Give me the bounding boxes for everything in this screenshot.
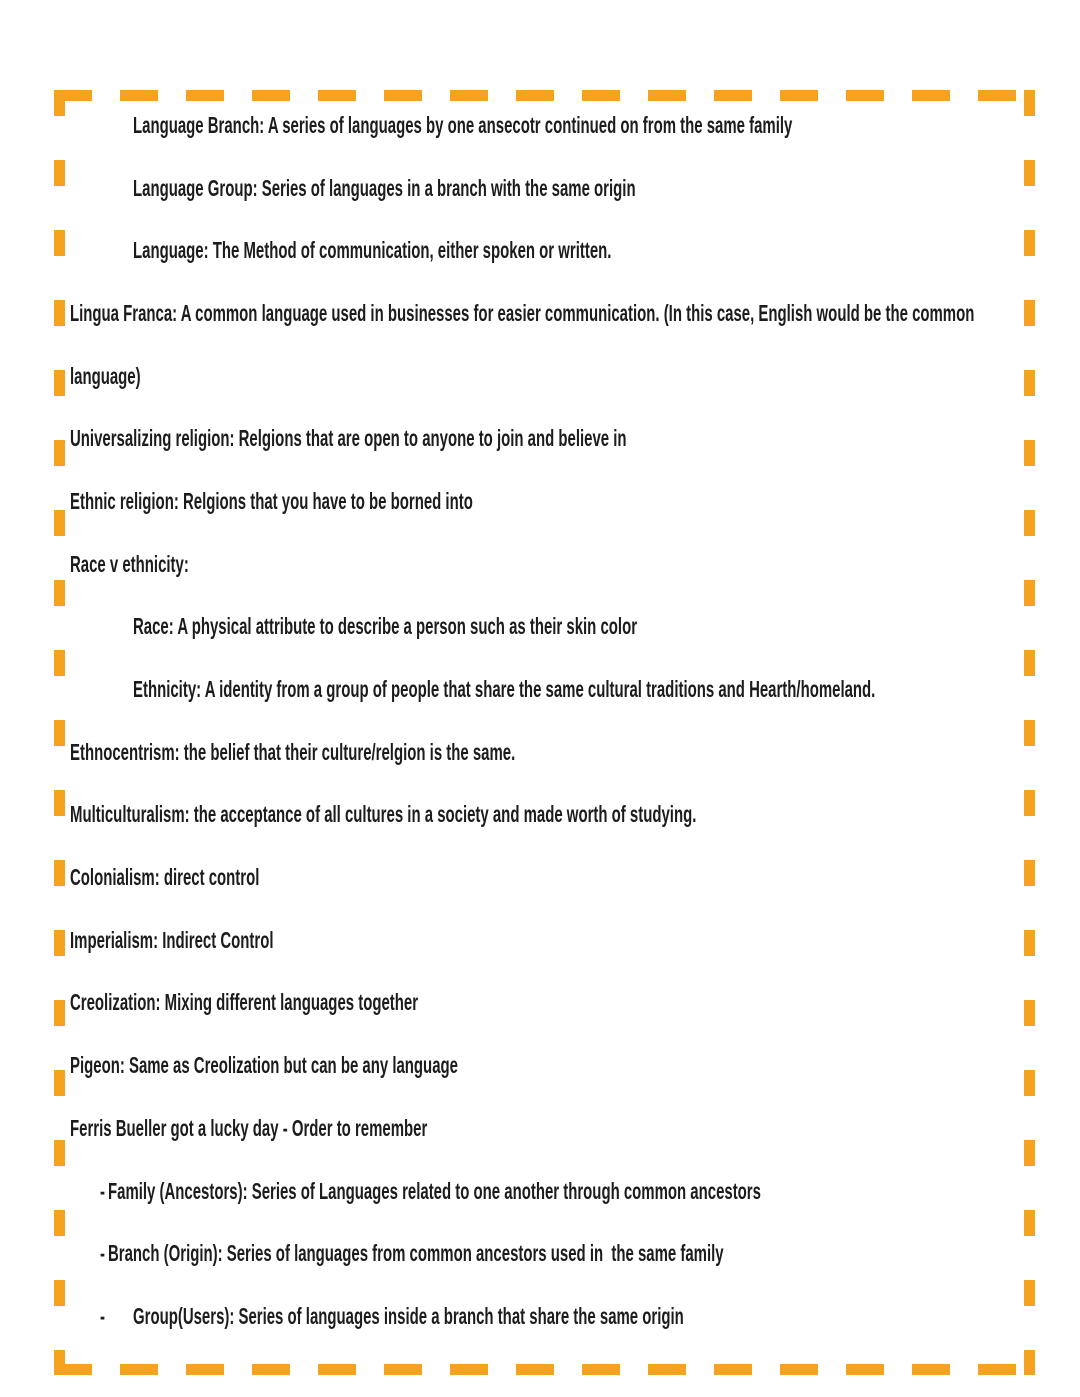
- bullet-dash: -: [100, 1177, 105, 1204]
- note-line-text: Universalizing religion: Relgions that are open to anyone to join and believe in: [70, 425, 627, 452]
- note-line-text: Creolization: Mixing different languages together: [70, 989, 419, 1016]
- note-line: [70, 784, 1040, 847]
- note-line: [70, 658, 1040, 721]
- note-line: [70, 1097, 1040, 1160]
- note-line: [70, 533, 1040, 596]
- note-line-text: Branch (Origin): Series of languages from common ancestors used in the same family: [107, 1240, 724, 1267]
- bullet-dash: -: [100, 1240, 105, 1267]
- note-line: [70, 407, 1040, 470]
- note-line: [70, 1160, 1040, 1223]
- note-line-text: Imperialism: Indirect Control: [70, 926, 274, 953]
- note-line: [70, 909, 1040, 972]
- note-line: [70, 282, 1040, 345]
- note-line-text: Multiculturalism: the acceptance of all cultures in a society and made worth of studying.: [70, 801, 697, 828]
- note-line: [70, 846, 1040, 909]
- note-line-text: Ethnicity: A identity from a group of people that share the same cultural traditions and Hearth/homeland.: [133, 676, 876, 703]
- note-line: [70, 219, 1040, 282]
- note-line-text: Ethnic religion: Relgions that you have to be borned into: [70, 487, 473, 514]
- dashed-border-left: [54, 90, 65, 1375]
- note-line-text: Language Group: Series of languages in a branch with the same origin: [133, 174, 636, 201]
- note-line-text: Race v ethnicity:: [70, 550, 189, 577]
- note-line: [70, 470, 1040, 533]
- note-line: [70, 345, 1040, 408]
- note-line: [70, 94, 1040, 157]
- bullet-dash: -: [100, 1302, 105, 1329]
- note-line-text: Ferris Bueller got a lucky day - Order to remember: [70, 1114, 428, 1141]
- note-line-text: Pigeon: Same as Creolization but can be any language: [70, 1052, 458, 1079]
- note-line-text: Language Branch: A series of languages by one ansecotr continued on from the same family: [133, 111, 793, 138]
- note-line: [70, 1034, 1040, 1097]
- note-line: [70, 596, 1040, 659]
- note-line-text: Language: The Method of communication, either spoken or written.: [133, 237, 612, 264]
- notes-content: [70, 94, 1040, 1348]
- note-line-text: Family (Ancestors): Series of Languages related to one another through common ancestors: [107, 1177, 761, 1204]
- note-line: [70, 157, 1040, 220]
- note-line-text: Lingua Franca: A common language used in businesses for easier communication. (In this case, English would be the common: [70, 299, 975, 326]
- note-line-text: language): [70, 362, 141, 389]
- note-line: [70, 1285, 1040, 1348]
- note-line: [70, 1222, 1040, 1285]
- note-line-text: Ethnocentrism: the belief that their culture/relgion is the same.: [70, 738, 516, 765]
- note-line-text: Colonialism: direct control: [70, 864, 260, 891]
- note-line-text: Group(Users): Series of languages inside a branch that share the same origin: [133, 1302, 684, 1329]
- note-line-text: Race: A physical attribute to describe a person such as their skin color: [133, 613, 638, 640]
- dashed-border-bottom: [54, 1364, 1035, 1375]
- note-line: [70, 721, 1040, 784]
- note-line: [70, 972, 1040, 1035]
